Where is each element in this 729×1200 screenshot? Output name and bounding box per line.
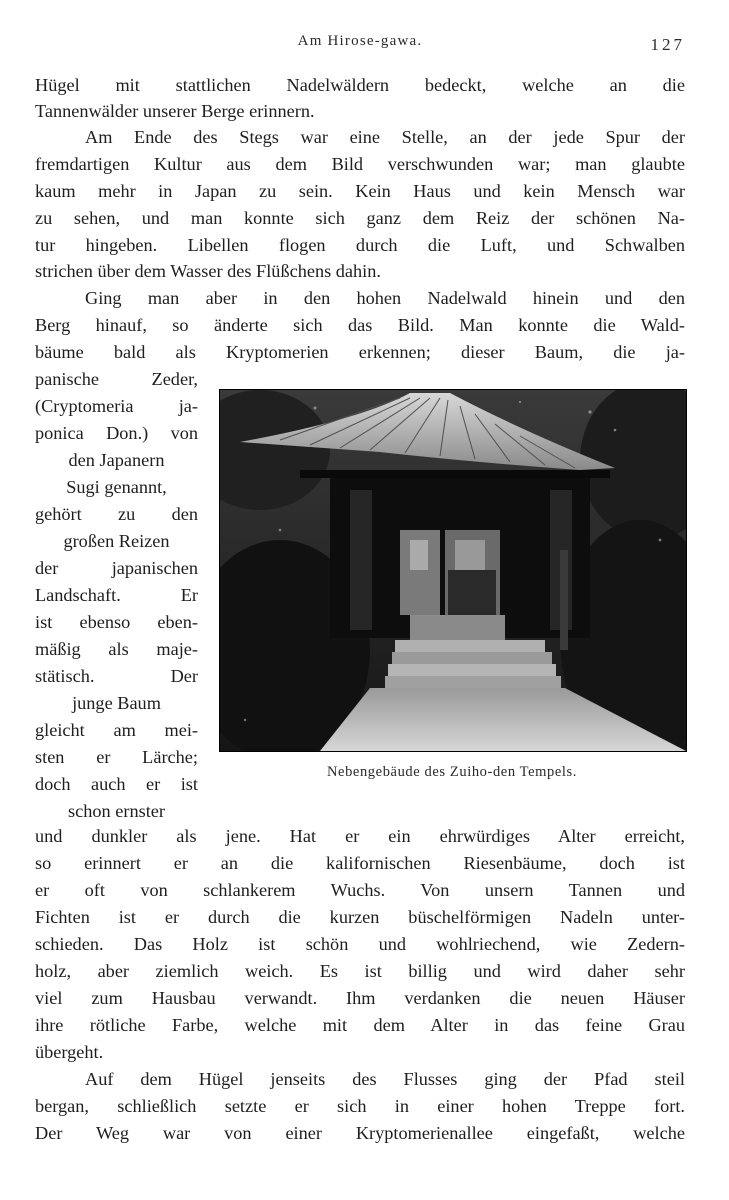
text-line: ihre rötliche Farbe, welche mit dem Alter in das feine Grau <box>35 1015 685 1035</box>
temple-photograph <box>219 389 687 752</box>
text-line: Fichten ist er durch die kurzen büschelförmigen Nadeln unter- <box>35 907 685 927</box>
text-line: Sugi genannt, <box>66 477 167 497</box>
text-line: sten er Lärche; <box>35 747 198 767</box>
text-line: ponica Don.) von <box>35 423 198 443</box>
text-line: so erinnert er an die kalifornischen Riesenbäume, doch ist <box>35 853 685 873</box>
text-line: (Cryptomeria ja- <box>35 396 198 416</box>
text-line: übergeht. <box>35 1042 104 1062</box>
text-line: Der Weg war von einer Kryptomerienallee eingefaßt, welche <box>35 1123 685 1143</box>
text-line: bäume bald als Kryptomerien erkennen; dieser Baum, die ja- <box>35 342 685 362</box>
text-line: er oft von schlankerem Wuchs. Von unsern Tannen und <box>35 880 685 900</box>
text-line: mäßig als maje- <box>35 639 198 659</box>
text-line: fremdartigen Kultur aus dem Bild verschwunden war; man glaubte <box>35 154 685 174</box>
text-line: Ging man aber in den hohen Nadelwald hinein und den <box>85 288 685 308</box>
text-line: schon ernster <box>68 801 165 821</box>
text-line: panische Zeder, <box>35 369 198 389</box>
text-line: junge Baum <box>72 693 161 713</box>
text-line: tur hingeben. Libellen flogen durch die Luft, und Schwalben <box>35 235 685 255</box>
text-line: bergan, schließlich setzte er sich in einer hohen Treppe fort. <box>35 1096 685 1116</box>
text-line: stätisch. Der <box>35 666 198 686</box>
text-line: strichen über dem Wasser des Flüßchens dahin. <box>35 261 381 281</box>
text-line: Berg hinauf, so änderte sich das Bild. Man konnte die Wald- <box>35 315 685 335</box>
text-line: Landschaft. Er <box>35 585 198 605</box>
figure-caption: Nebengebäude des Zuiho-den Tempels. <box>326 764 578 780</box>
text-line: Tannenwälder unserer Berge erinnern. <box>35 101 315 121</box>
text-line: doch auch er ist <box>35 774 198 794</box>
text-line: schieden. Das Holz ist schön und wohlriechend, wie Zedern- <box>35 934 685 954</box>
text-line: der japanischen <box>35 558 198 578</box>
page-number: 127 <box>650 35 685 54</box>
text-line: zu sehen, und man konnte sich ganz dem Reiz der schönen Na- <box>35 208 685 228</box>
text-line: kaum mehr in Japan zu sein. Kein Haus und kein Mensch war <box>35 181 685 201</box>
text-line: ist ebenso eben- <box>35 612 198 632</box>
text-line: den Japanern <box>68 450 165 470</box>
text-line: viel zum Hausbau verwandt. Ihm verdanken die neuen Häuser <box>35 988 685 1008</box>
running-title: Am Hirose-gawa. <box>297 33 423 49</box>
text-line: Hügel mit stattlichen Nadelwäldern bedeckt, welche an die <box>35 75 685 95</box>
temple-photo-illustration <box>220 390 686 751</box>
text-line: gehört zu den <box>35 504 198 524</box>
text-line: großen Reizen <box>63 531 170 551</box>
text-line: und dunkler als jene. Hat er ein ehrwürdiges Alter erreicht, <box>35 826 685 846</box>
text-line: Auf dem Hügel jenseits des Flusses ging der Pfad steil <box>85 1069 685 1089</box>
text-line: holz, aber ziemlich weich. Es ist billig und wird daher sehr <box>35 961 685 981</box>
page-header <box>35 33 685 55</box>
text-line: gleicht am mei- <box>35 720 198 740</box>
text-line: Am Ende des Stegs war eine Stelle, an der jede Spur der <box>85 127 685 147</box>
